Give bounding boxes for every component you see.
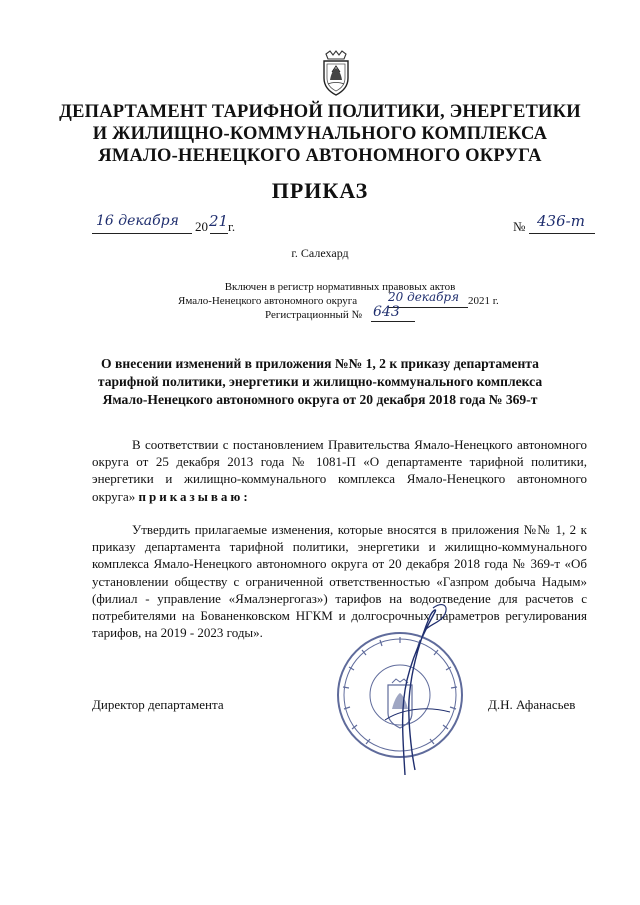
preamble-paragraph [92, 436, 587, 505]
date-suffix: г. [228, 219, 236, 234]
date-handwritten: 16 декабря [96, 213, 179, 229]
department-header-line1: ДЕПАРТАМЕНТ ТАРИФНОЙ ПОЛИТИКИ, ЭНЕРГЕТИКИ [59, 102, 581, 122]
registry-date-handwritten: 20 декабря [388, 290, 460, 304]
order-number-field [513, 212, 603, 235]
date-year-prefix: 20 [195, 219, 208, 234]
registry-number-handwritten: 643 [373, 304, 400, 320]
registry-year: 2021 г. [468, 295, 499, 307]
subject-line3: Ямало-Ненецкого автономного округа от 20 декабря 2018 года № 369-т [102, 392, 538, 407]
coat-of-arms-emblem [318, 50, 354, 96]
order-number-handwritten: 436-т [537, 212, 585, 230]
signatory-position: Директор департамента [92, 697, 224, 712]
registry-line1: Включен в регистр нормативных правовых актов [224, 281, 456, 293]
official-stamp-seal [330, 625, 470, 765]
department-header-line2: И ЖИЛИЩНО-КОММУНАЛЬНОГО КОМПЛЕКСА [92, 124, 548, 144]
resolution-text: Утвердить прилагаемые изменения, которые вносятся в приложения №№ 1, 2 к приказу департамента тарифной политики, энергетики и жилищно-коммунального комплекса Ямало-Ненецкого автономного округа от 20 декабря 2018 года № 369-т «Об установлении обществу с ограниченной ответственностью «Газпром добыча Надым» (филиал - управление «Ямалэнергогаз») тарифов на водоотведение для расчетов с потребителями на Бованенковском НГКМ и долгосрочных параметров регулирования тарифов, на 2019 - 2023 годы». [92, 522, 587, 641]
registry-line3 [265, 304, 465, 324]
resolution-paragraph [92, 521, 587, 641]
registry-region: Ямало-Ненецкого автономного округа [178, 295, 358, 307]
city: г. Салехард [291, 246, 349, 260]
order-word: приказываю: [138, 488, 251, 504]
document-title: ПРИКАЗ [271, 178, 369, 203]
signatory-name: Д.Н. Афанасьев [488, 697, 576, 712]
date-year-handwritten: 21 [209, 212, 229, 230]
subject-line2: тарифной политики, энергетики и жилищно-коммунального комплекса [97, 374, 543, 389]
date-field [92, 212, 242, 235]
registry-number-label: Регистрационный № [265, 309, 363, 321]
order-number-prefix: № [513, 219, 526, 234]
preamble-text: В соответствии с постановлением Правительства Ямало-Ненецкого автономного округа от 25 декабря 2013 года № 1081-П «О департаменте тарифной политики, энергетики и жилищно-коммунального комплекса Ямало-Ненецкого автономного округа» [92, 437, 587, 504]
department-header-line3: ЯМАЛО-НЕНЕЦКОГО АВТОНОМНОГО ОКРУГА [98, 146, 542, 166]
subject-line1: О внесении изменений в приложения №№ 1, 2 к приказу департамента [101, 356, 539, 371]
